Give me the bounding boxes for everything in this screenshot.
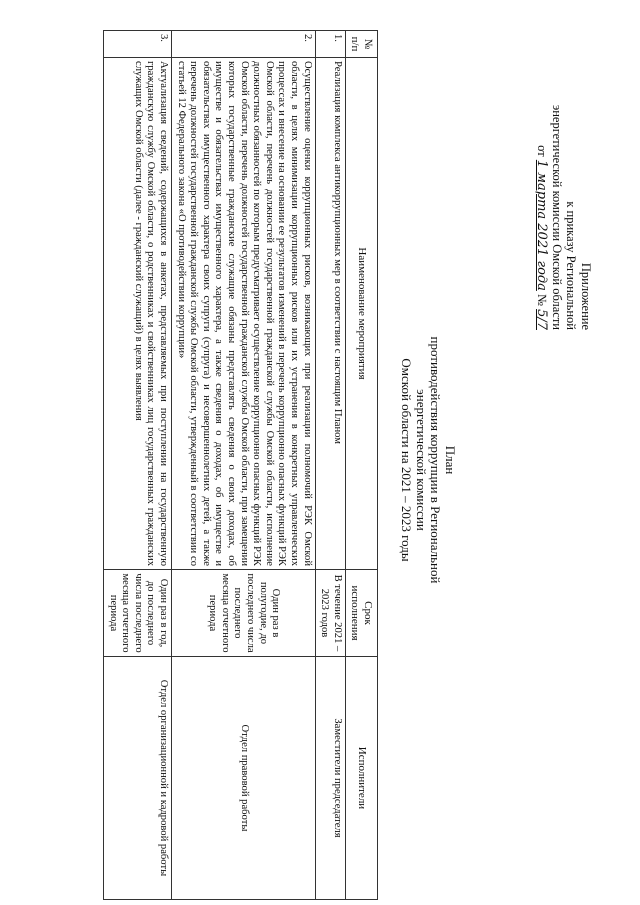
order-number: 5/7 — [534, 309, 550, 330]
row-num: 2. — [172, 31, 316, 58]
header-num: № п/п — [345, 31, 377, 58]
row-term: Один раз в год, до последнего числа последнего месяца отчетного периода — [104, 570, 172, 657]
plan-title-line-2: противодействия коррупции в Региональной энергетической комиссии — [414, 336, 444, 584]
row-num: 1. — [315, 31, 345, 58]
appendix-line-2: энергетической комиссии Омской области — [550, 104, 564, 330]
appendix-title: Приложение — [579, 262, 593, 330]
row-executor: Отдел правовой работы — [172, 657, 316, 900]
plan-title — [399, 295, 457, 625]
row-term: Один раз в полугодие, до последнего числа последнего месяца отчетного периода — [172, 570, 316, 657]
order-line — [534, 30, 550, 330]
plan-title-line-1: План — [443, 445, 458, 475]
table-row — [172, 31, 316, 900]
row-name: Осуществление оценки коррупционных рисков, возникающих при реализации полномочий РЭК Омской области, в целях минимизации коррупционных рисков или их устранения в конкретных управленческих процессах и внесение на основании ее результатов изменений в перечень коррупционно опасных функций РЭК Омской области, перечень должностей государственной гражданской службы Омской области, исполнение должностных обязанностей по которым предусматривает осуществление коррупционно опасных функций РЭК Омской области, перечень должностей государственной гражданской службы Омской области, при замещении которых государственные гражданские служащие обязаны представлять сведения о своих доходах, об имуществе и обязательствах имущественного характера, а также сведения о доходах, об имуществе и обязательствах имущественного характера своих супруги (супруга) и несовершеннолетних детей, а также перечень должностей государственной гражданской службы Омской области, утвержденный в соответствии со статьей 12 Федерального закона «О противодействии коррупции» — [172, 58, 316, 570]
row-name: Реализация комплекса антикоррупционных мер в соответствии с настоящим Планом — [315, 58, 345, 570]
header-term: Срок исполнения — [345, 570, 377, 657]
order-prefix: от — [535, 145, 550, 157]
order-date: 1 марта 2021 года — [534, 159, 550, 291]
appendix-block — [534, 30, 593, 330]
order-number-prefix: № — [535, 294, 550, 306]
table-row — [315, 31, 345, 900]
table-header-row — [345, 31, 377, 900]
row-num: 3. — [104, 31, 172, 58]
appendix-line-1: к приказу Региональной — [564, 201, 579, 330]
table-row — [104, 31, 172, 900]
plan-title-line-3: Омской области на 2021 – 2023 годы — [399, 358, 415, 562]
header-executor: Исполнители — [345, 657, 377, 900]
header-name: Наименование мероприятия — [345, 58, 377, 570]
row-executor: Заместители председателя — [315, 657, 345, 900]
row-executor: Отдел организационной и кадровой работы — [104, 657, 172, 900]
plan-table — [103, 30, 378, 900]
row-name: Актуализация сведений, содержащихся в анкетах, представляемых при поступлении на государственную гражданскую службу Омской области, о родственниках и свойственниках лиц государственных гражданских служащих Омской области (далее - гражданский служащий) в целях выявления — [104, 58, 172, 570]
row-term: В течение 2021 – 2023 годов — [315, 570, 345, 657]
